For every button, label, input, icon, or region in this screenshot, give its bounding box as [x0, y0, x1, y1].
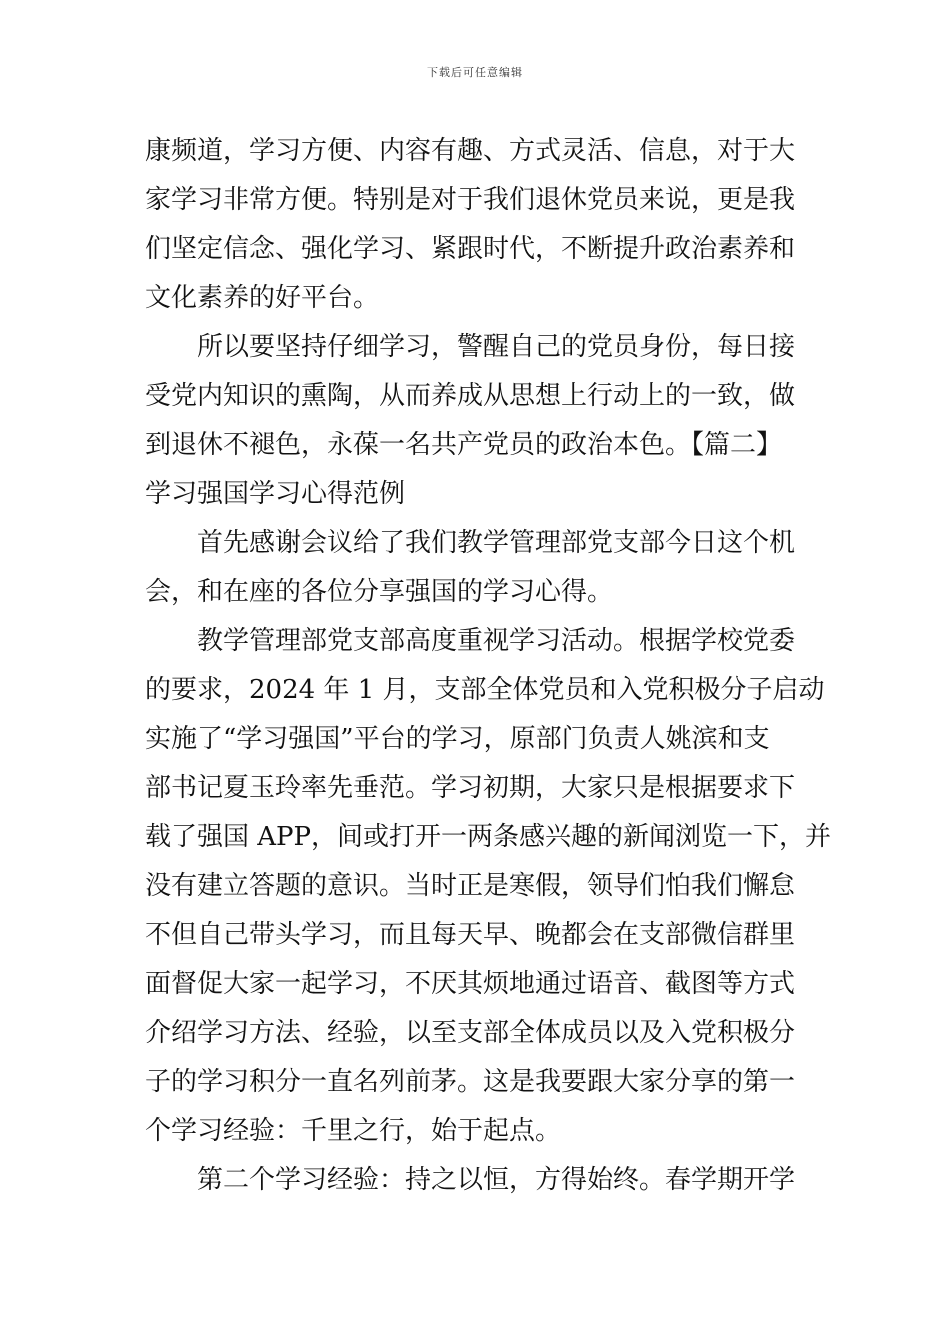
- text-line: 的要求，2024 年 1 月，支部全体党员和入党积极分子启动: [145, 675, 825, 705]
- text-line: 实施了“学习强国”平台的学习，原部门负责人姚滨和支: [145, 724, 770, 754]
- paragraph-2: [145, 323, 810, 519]
- text-line: 部书记夏玉玲率先垂范。学习初期，大家只是根据要求下: [145, 773, 796, 803]
- section-heading: 学习强国学习心得范例: [145, 479, 406, 509]
- text-line: 到退休不褪色，永葆一名共产党员的政治本色。【篇二】: [145, 430, 783, 460]
- text-line: 首先感谢会议给了我们教学管理部党支部今日这个机: [197, 528, 796, 558]
- paragraph-4: [145, 617, 832, 1156]
- text-line: 介绍学习方法、经验，以至支部全体成员以及入党积极分: [145, 1018, 796, 1048]
- text-line: 载了强国 APP，间或打开一两条感兴趣的新闻浏览一下，并: [145, 822, 832, 852]
- text-line: 会，和在座的各位分享强国的学习心得。: [145, 577, 614, 607]
- text-line: 面督促大家一起学习，不厌其烦地通过语音、截图等方式: [145, 969, 796, 999]
- text-line: 教学管理部党支部高度重视学习活动。根据学校党委: [197, 626, 796, 656]
- text-line: 没有建立答题的意识。当时正是寒假，领导们怕我们懈怠: [145, 871, 796, 901]
- text-line: 不但自己带头学习，而且每天早、晚都会在支部微信群里: [145, 920, 796, 950]
- paragraph-3: [145, 519, 810, 617]
- text-line: 子的学习积分一直名列前茅。这是我要跟大家分享的第一: [145, 1067, 796, 1097]
- document-body: [145, 127, 832, 1205]
- text-line: 文化素养的好平台。: [145, 283, 380, 313]
- paragraph-5: [145, 1156, 810, 1205]
- text-line: 家学习非常方便。特别是对于我们退休党员来说，更是我: [145, 185, 796, 215]
- text-line: 受党内知识的熏陶，从而养成从思想上行动上的一致，做: [145, 381, 796, 411]
- text-line: 所以要坚持仔细学习，警醒自己的党员身份，每日接: [197, 332, 796, 362]
- text-line: 第二个学习经验：持之以恒，方得始终。春学期开学: [197, 1165, 796, 1195]
- page-header: 下载后可任意编辑: [427, 66, 523, 79]
- text-line: 康频道，学习方便、内容有趣、方式灵活、信息，对于大: [145, 136, 796, 166]
- text-line: 们坚定信念、强化学习、紧跟时代，不断提升政治素养和: [145, 234, 796, 264]
- paragraph-1: [145, 127, 810, 323]
- text-line: 个学习经验：千里之行，始于起点。: [145, 1116, 562, 1146]
